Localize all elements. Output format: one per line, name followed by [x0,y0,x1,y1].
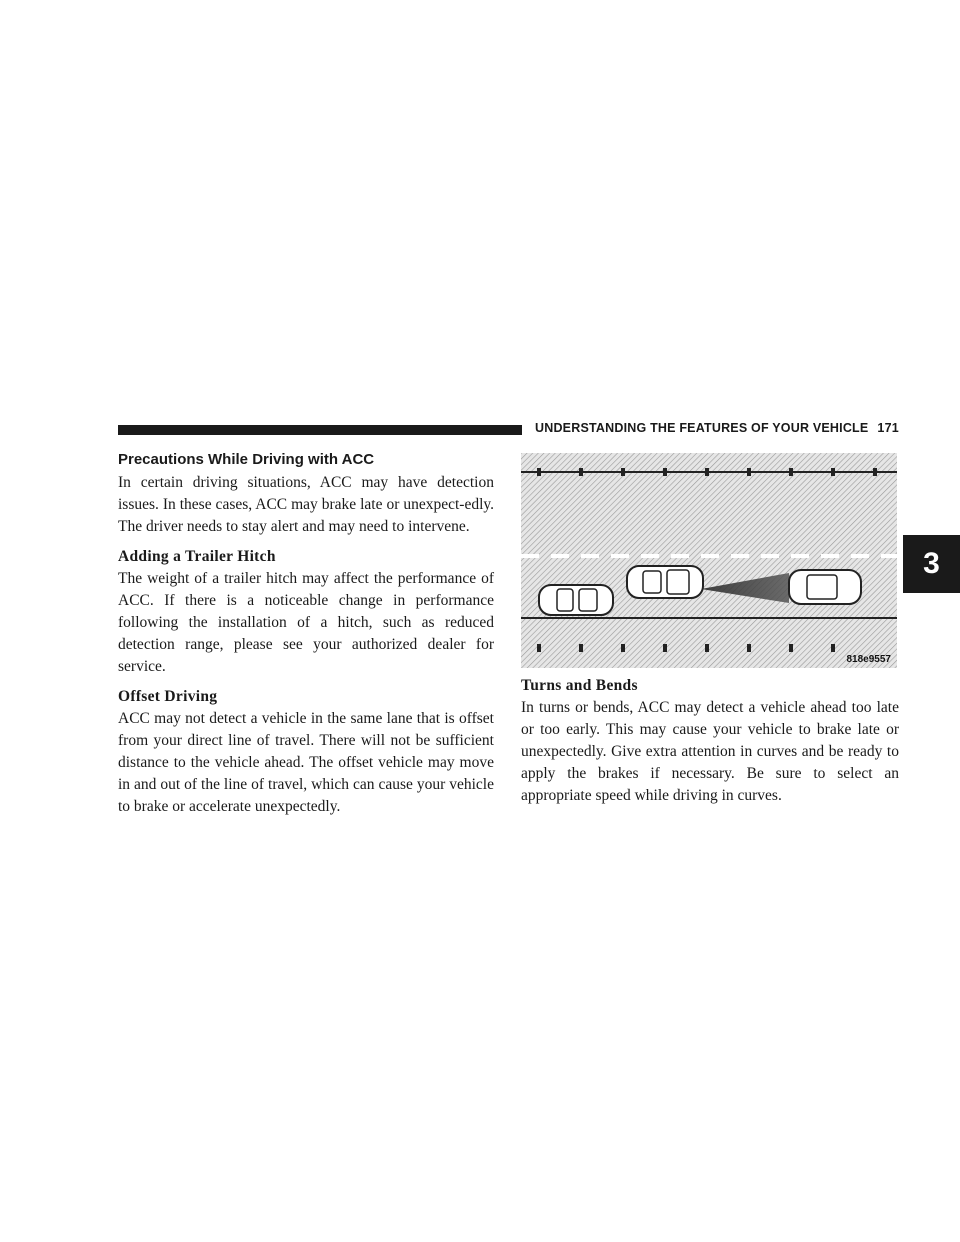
intro-paragraph: In certain driving situations, ACC may have detection issues. In these cases, ACC may brake late or unexpect-edly. The driver needs to stay alert and may need to intervene. [118,474,494,535]
trailer-hitch-heading: Adding a Trailer Hitch [118,548,276,565]
page-number: 171 [877,421,899,435]
running-header [535,421,905,435]
figure-reference-code: 818e9557 [846,654,891,665]
own-vehicle [627,566,703,598]
header-rule [118,425,522,435]
following-vehicle [539,585,613,615]
header-section-title: UNDERSTANDING THE FEATURES OF YOUR VEHICLE [535,421,869,435]
turns-bends-heading: Turns and Bends [521,677,638,694]
section-heading: Precautions While Driving with ACC [118,451,375,468]
right-column [521,675,899,815]
trailer-hitch-paragraph: The weight of a trailer hitch may affect the performance of ACC. If there is a noticeable change in performance following the installation of a hitch, such as reduced detection range, please see your authorized dealer for service. [118,570,494,675]
acc-offset-illustration [521,453,897,668]
chapter-tab: 3 [903,535,960,593]
road-diagram [521,453,897,668]
offset-driving-paragraph: ACC may not detect a vehicle in the same lane that is offset from your direct line of travel. There will not be sufficient distance to the vehicle ahead. The offset vehicle may move in and out of the line of travel, which can cause your vehicle to brake or accelerate unexpectedly. [118,710,494,815]
offset-driving-heading: Offset Driving [118,688,218,705]
left-column [118,450,494,826]
offset-vehicle [789,570,861,604]
turns-bends-paragraph: In turns or bends, ACC may detect a vehicle ahead too late or too early. This may cause your vehicle to brake late or unexpectedly. Give extra attention in curves and be ready to apply the brakes if necessary. Be sure to select an appropriate speed while driving in curves. [521,699,899,804]
road-surface [521,453,897,668]
